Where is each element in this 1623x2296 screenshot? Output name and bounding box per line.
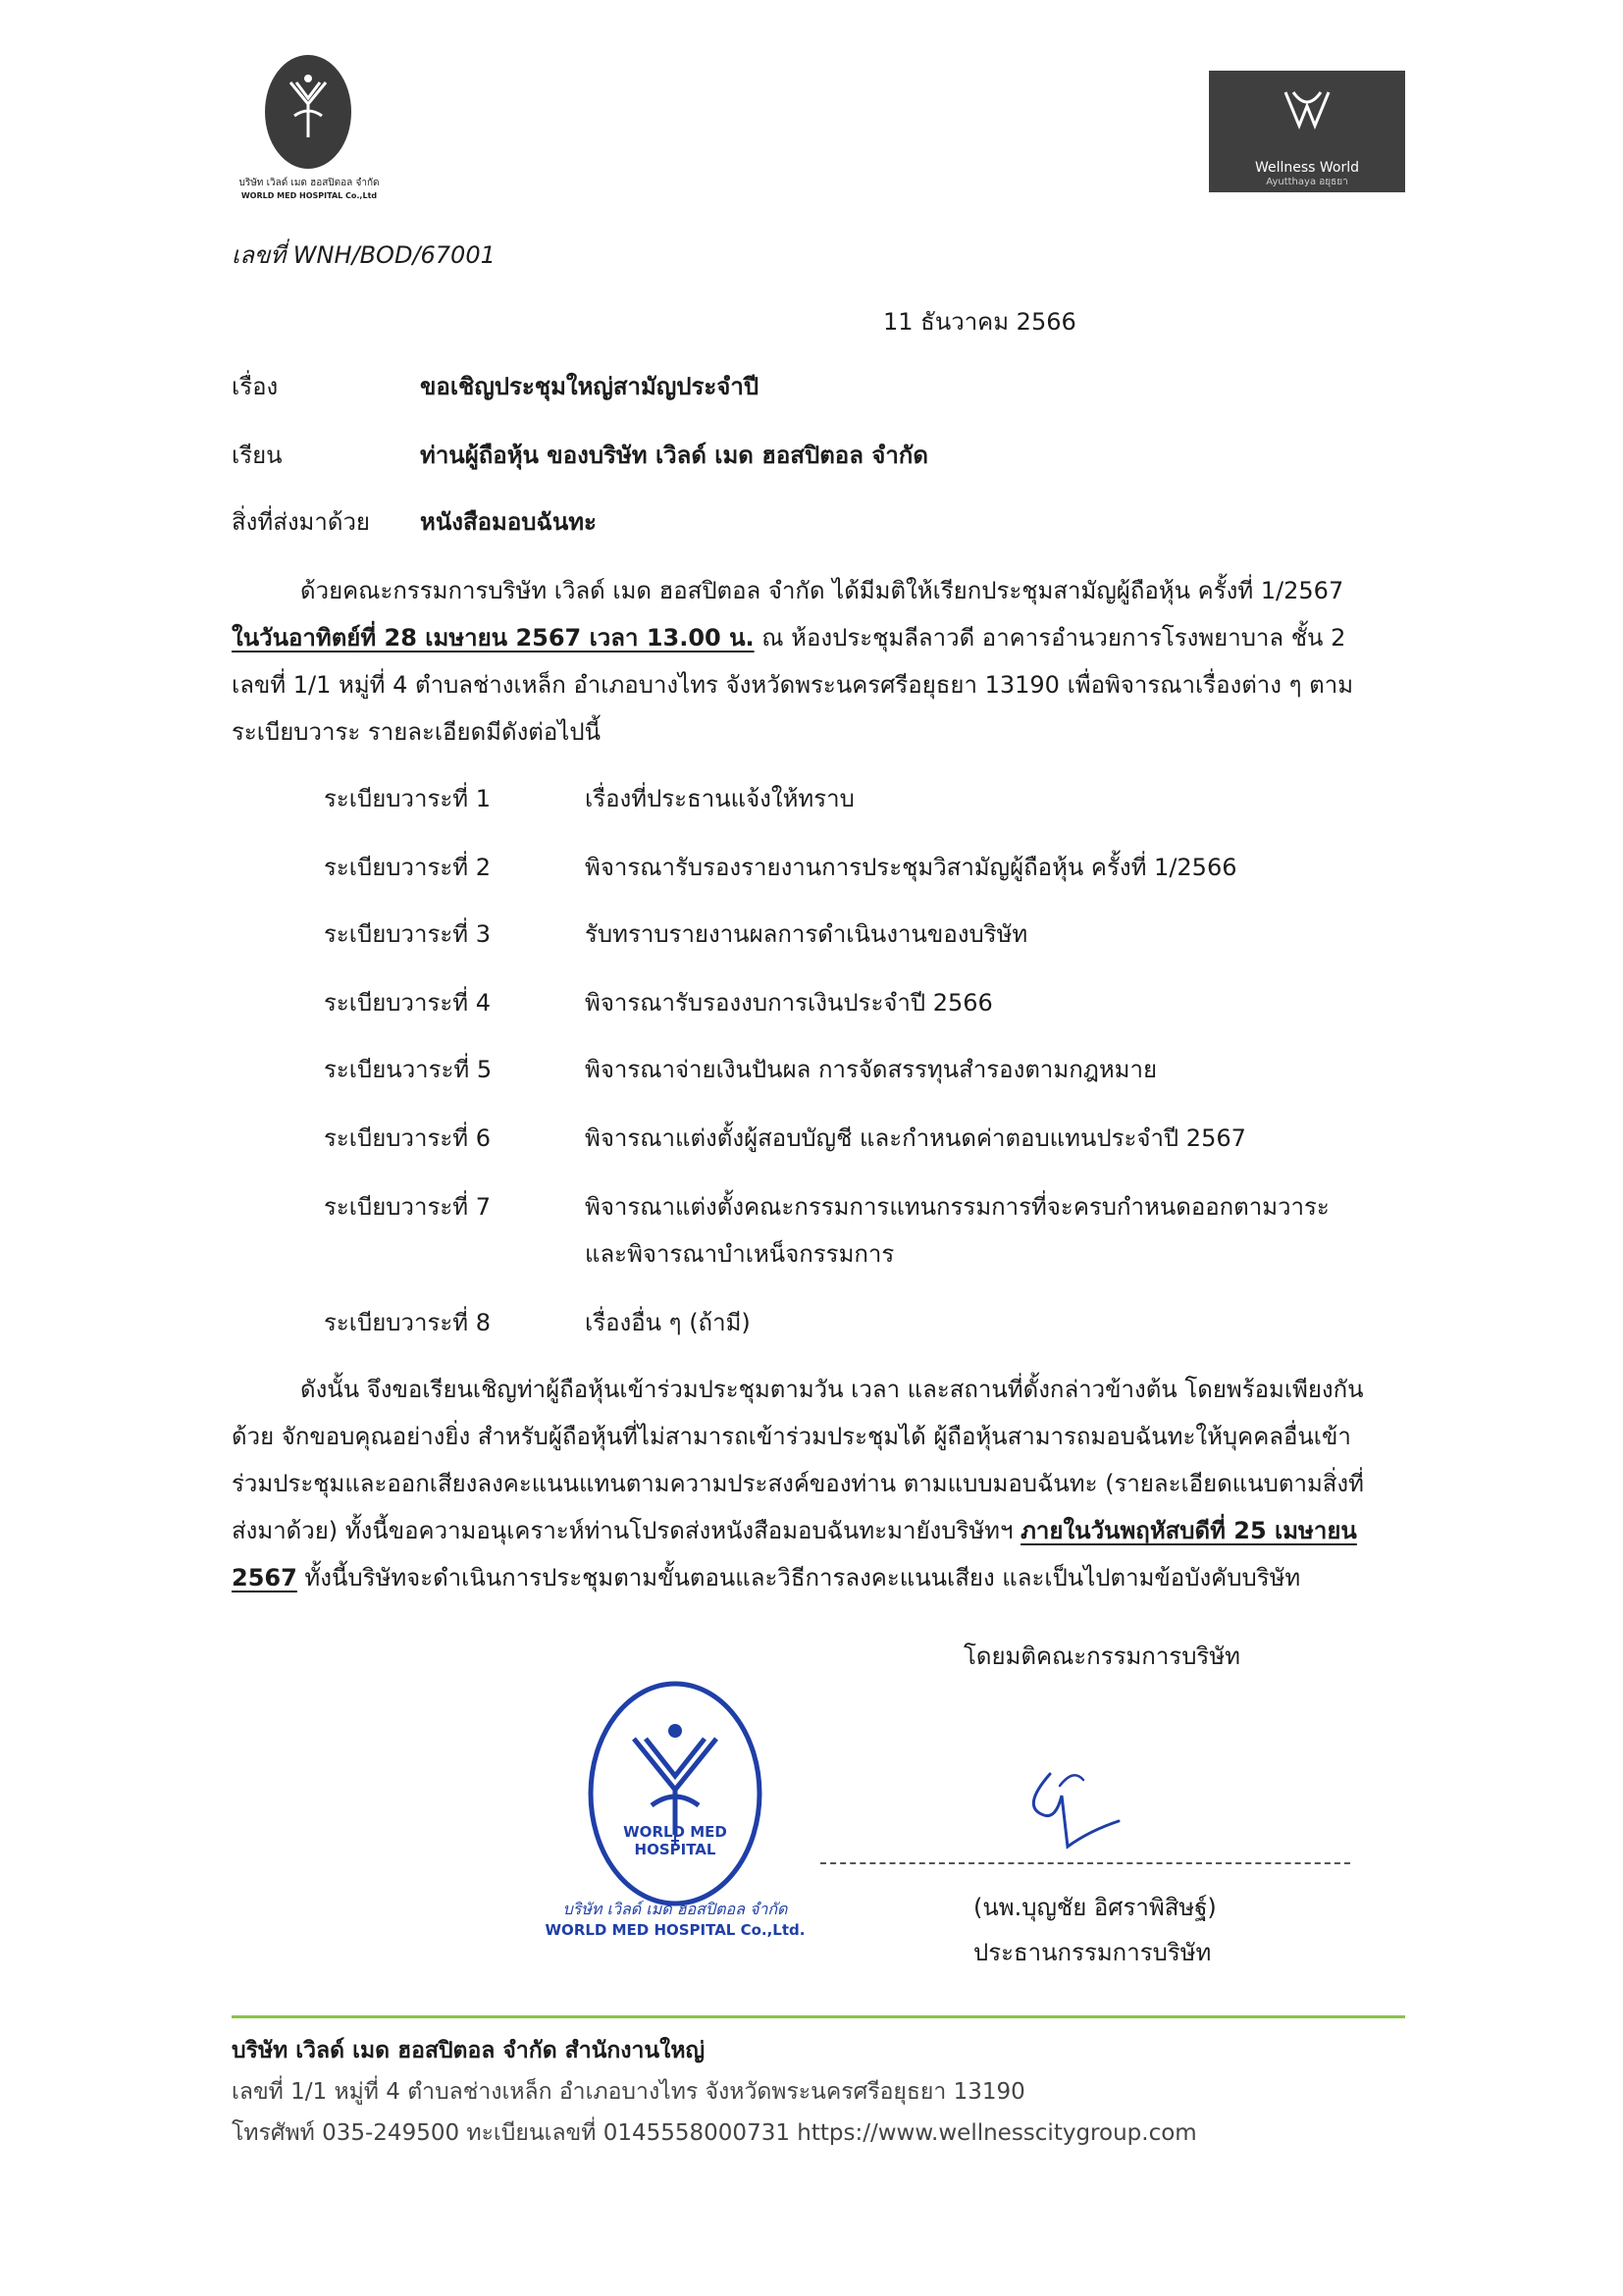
logo-wellness-subtitle: Ayutthaya อยุธยา: [1266, 177, 1348, 187]
recipient-value: ท่านผู้ถือหุ้น ของบริษัท เวิลด์ เมด ฮอสปิตอล จำกัด: [420, 442, 928, 469]
document-number: เลขที่ WNH/BOD/67001: [232, 241, 496, 269]
document-date: 11 ธันวาคม 2566: [883, 308, 1076, 336]
logo-wellness-title: Wellness World: [1254, 160, 1360, 176]
intro-line-1: ด้วยคณะกรรมการบริษัท เวิลด์ เมด ฮอสปิตอล จำกัด ได้มีมติให้เรียกประชุมสามัญผู้ถือหุ้น ครั้งที่ 1/2567: [300, 577, 1344, 604]
intro-line-2: [232, 620, 1345, 655]
signer-name: (นพ.บุญชัย อิศราพิสิษฐ์): [973, 1894, 1217, 1921]
intro-line-3: เลขที่ 1/1 หมู่ที่ 4 ตำบลช่างเหล็ก อำเภอบางไทร จังหวัดพระนครศรีอยุธยา 13190 เพื่อพิจารณาเรื่องต่าง ๆ ตาม: [232, 671, 1354, 699]
meeting-location: ณ ห้องประชุมลีลาวดี อาคารอำนวยการโรงพยาบาล ชั้น 2: [754, 624, 1346, 652]
subject-value: ขอเชิญประชุมใหญ่สามัญประจำปี: [420, 373, 759, 400]
footer-contact: โทรศัพท์ 035-249500 ทะเบียนเลขที่ 0145558000731 https://www.wellnesscitygroup.com: [232, 2120, 1197, 2146]
agenda-text-8: เรื่องอื่น ๆ (ถ้ามี): [585, 1309, 751, 1336]
enclosure-label: สิ่งที่ส่งมาด้วย: [232, 508, 370, 536]
seal-name: WORLD MED HOSPITAL: [623, 1823, 727, 1858]
agenda-label-8: ระเบียบวาระที่ 8: [324, 1309, 491, 1336]
handwritten-signature: [1001, 1762, 1148, 1870]
meeting-datetime: ในวันอาทิตย์ที่ 28 เมษายน 2567 เวลา 13.00 น.: [232, 624, 755, 652]
proxy-deadline-year: 2567: [232, 1564, 297, 1592]
closing-line-2: ด้วย จักขอบคุณอย่างยิ่ง สำหรับผู้ถือหุ้นที่ไม่สามารถเข้าร่วมประชุมได้ ผู้ถือหุ้นสามารถมอบฉันทะให้บุคคลอื่นเข้า: [232, 1423, 1351, 1450]
closing-line-1: ดังนั้น จึงขอเรียนเชิญท่าผู้ถือหุ้นเข้าร่วมประชุมตามวัน เวลา และสถานที่ดั้งกล่าวข้างต้น โดยพร้อมเพียงกัน: [300, 1376, 1364, 1403]
closing-line-4-text: ส่งมาด้วย) ทั้งนี้ขอความอนุเคราะห์ท่านโปรดส่งหนังสือมอบฉันทะมายังบริษัทฯ: [232, 1517, 1021, 1544]
seal-company-thai: บริษัท เวิลด์ เมด ฮอสปิตอล จำกัด: [562, 1900, 788, 1918]
signed-by-resolution: โดยมติคณะกรรมการบริษัท: [964, 1643, 1240, 1670]
agenda-label-3: ระเบียบวาระที่ 3: [324, 920, 491, 948]
agenda-label-2: ระเบียบวาระที่ 2: [324, 854, 491, 881]
footer-company: บริษัท เวิลด์ เมด ฮอสปิตอล จำกัด สำนักงานใหญ่: [232, 2038, 706, 2063]
agenda-text-6: พิจารณาแต่งตั้งผู้สอบบัญชี และกำหนดค่าตอบแทนประจำปี 2567: [585, 1124, 1246, 1152]
seal-company-english: WORLD MED HOSPITAL Co.,Ltd.: [545, 1921, 806, 1939]
intro-line-4: ระเบียบวาระ รายละเอียดมีดังต่อไปนี้: [232, 718, 602, 746]
agenda-label-5: ระเบียนวาระที่ 5: [324, 1056, 493, 1083]
footer-address: เลขที่ 1/1 หมู่ที่ 4 ตำบลช่างเหล็ก อำเภอบางไทร จังหวัดพระนครศรีอยุธยา 13190: [232, 2079, 1025, 2105]
agenda-text-2: พิจารณารับรองรายงานการประชุมวิสามัญผู้ถือหุ้น ครั้งที่ 1/2566: [585, 854, 1237, 881]
agenda-text-1: เรื่องที่ประธานแจ้งให้ทราบ: [585, 785, 855, 812]
logo-company-english: WORLD MED HOSPITAL Co.,Ltd: [240, 191, 378, 200]
closing-line-5-text: ทั้งนี้บริษัทจะดำเนินการประชุมตามขั้นตอนและวิธีการลงคะแนนเสียง และเป็นไปตามข้อบังคับบริษัท: [296, 1564, 1301, 1592]
agenda-text-7: พิจารณาแต่งตั้งคณะกรรมการแทนกรรมการที่จะครบกำหนดออกตามวาระ: [585, 1193, 1330, 1221]
enclosure-value: หนังสือมอบฉันทะ: [420, 508, 597, 536]
agenda-text-3: รับทราบรายงานผลการดำเนินงานของบริษัท: [585, 920, 1028, 948]
logo-company-thai: บริษัท เวิลด์ เมด ฮอสปิตอล จำกัด: [238, 178, 380, 188]
agenda-text-7-cont: และพิจารณาบำเหน็จกรรมการ: [585, 1240, 895, 1268]
footer-divider: [232, 2015, 1405, 2018]
closing-line-3: ร่วมประชุมและออกเสียงลงคะแนนแทนตามความประสงค์ของท่าน ตามแบบมอบฉันทะ (รายละเอียดแนบตามสิ่งที่: [232, 1470, 1364, 1497]
agenda-text-4: พิจารณารับรองงบการเงินประจำปี 2566: [585, 989, 993, 1017]
world-med-logo: [263, 53, 353, 171]
proxy-deadline: ภายในวันพฤหัสบดีที่ 25 เมษายน: [1021, 1517, 1357, 1544]
agenda-label-4: ระเบียบวาระที่ 4: [324, 989, 491, 1017]
signature-line: [820, 1862, 1350, 1864]
agenda-label-6: ระเบียบวาระที่ 6: [324, 1124, 491, 1152]
closing-line-4: [232, 1513, 1357, 1548]
agenda-label-1: ระเบียบวาระที่ 1: [324, 785, 491, 812]
agenda-text-5: พิจารณาจ่ายเงินปันผล การจัดสรรทุนสำรองตามกฎหมาย: [585, 1056, 1158, 1083]
subject-label: เรื่อง: [232, 373, 279, 400]
closing-line-5: [232, 1560, 1300, 1595]
agenda-label-7: ระเบียบวาระที่ 7: [324, 1193, 491, 1221]
recipient-label: เรียน: [232, 442, 283, 469]
company-seal: [587, 1680, 763, 1907]
wellness-world-emblem-icon: [1280, 82, 1335, 137]
signer-title: ประธานกรรมการบริษัท: [973, 1939, 1212, 1966]
